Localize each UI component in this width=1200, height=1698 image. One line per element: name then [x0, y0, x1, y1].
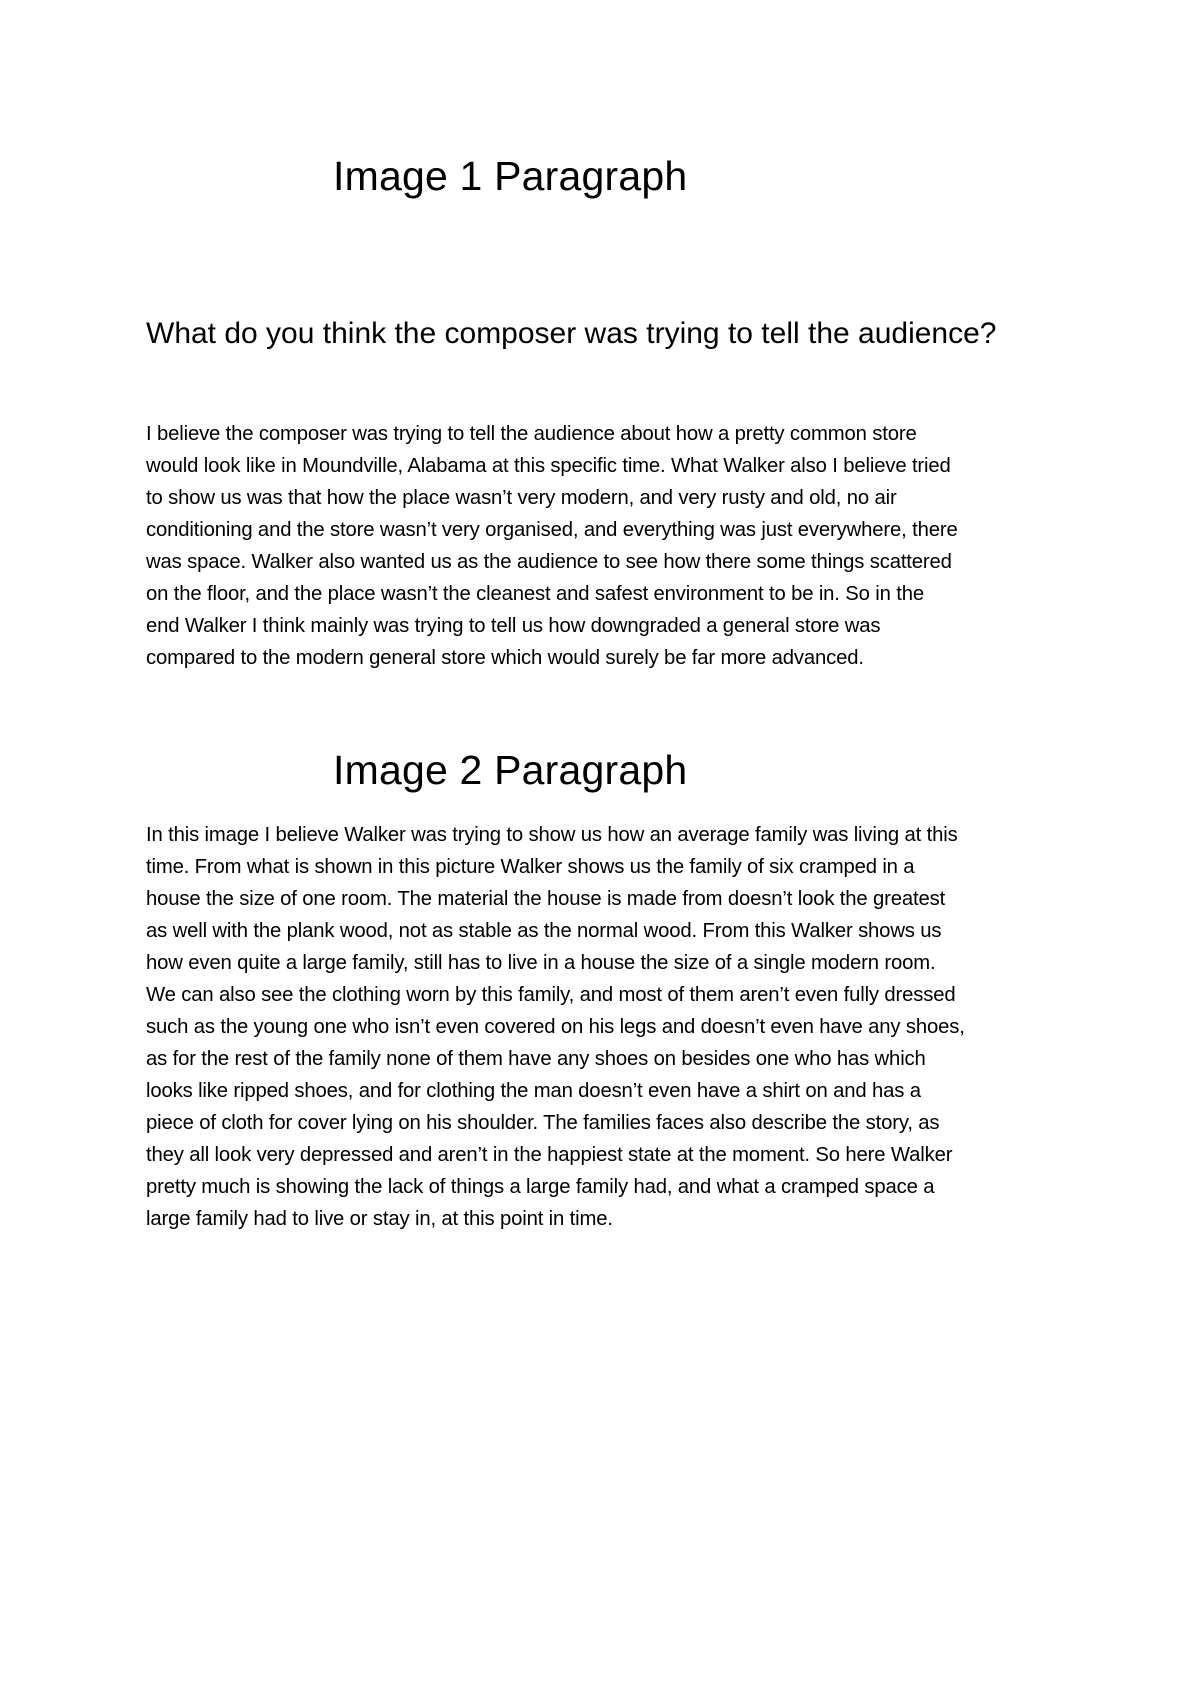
section1-paragraph: I believe the composer was trying to tell the audience about how a pretty common store would look like in Moundville, Alabama at this specific time. What Walker also I believe tried to show us was that how the place wasn’t very modern, and very rusty and old, no air conditioning and the store wasn’t very organised, and everything was just everywhere, there was space. Walker also wanted us as the audience to see how there some things scattered on the floor, and the place wasn’t the cleanest and safest environment to be in. So in the end Walker I think mainly was trying to tell us how downgraded a general store was compared to the modern general store which would surely be far more advanced.	[146, 423, 958, 669]
section1-question: What do you think the composer was trying to tell the audience?	[146, 317, 997, 350]
section1-heading: Image 1 Paragraph	[333, 153, 688, 199]
section2-paragraph: In this image I believe Walker was trying to show us how an average family was living at this time. From what is shown in this picture Walker shows us the family of six cramped in a house the size of one room. The material the house is made from doesn’t look the greatest as well with the plank wood, not as stable as the normal wood. From this Walker shows us how even quite a large family, still has to live in a house the size of a single modern room. We can also see the clothing worn by this family, and most of them aren’t even fully dressed such as the young one who isn’t even covered on his legs and doesn’t even have any shoes, as for the rest of the family none of them have any shoes on besides one who has which looks like ripped shoes, and for clothing the man doesn’t even have a shirt on and has a piece of cloth for cover lying on his shoulder. The families faces also describe the story, as they all look very depressed and aren’t in the happiest state at the moment. So here Walker pretty much is showing the lack of things a large family had, and what a cramped space a large family had to live or stay in, at this point in time.	[146, 824, 965, 1230]
section2-heading: Image 2 Paragraph	[333, 747, 688, 793]
